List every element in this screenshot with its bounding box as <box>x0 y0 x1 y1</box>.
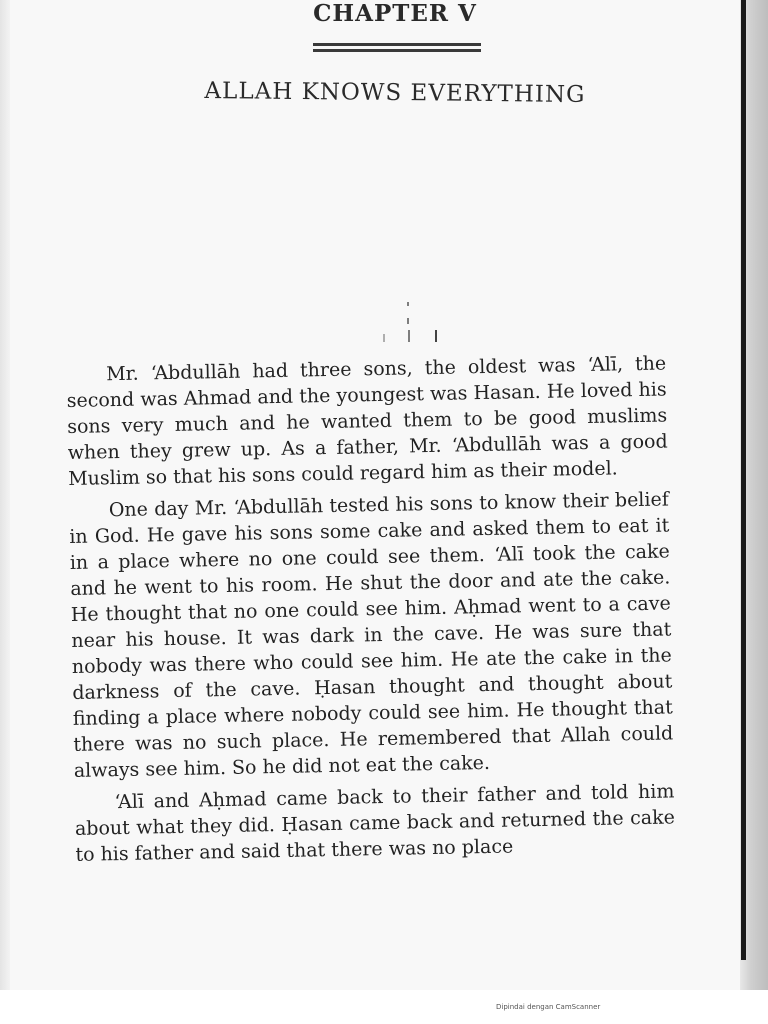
divider-ornament <box>380 300 450 350</box>
story-body <box>66 350 676 873</box>
chapter-title: ALLAH KNOWS EVERYTHING <box>204 78 586 108</box>
scan-bottom-margin <box>0 990 768 1024</box>
paragraph-1: Mr. ‘Abdullāh had three sons, the oldest was ‘Alī, the second was Ahmad and the youngest was Hasan. He loved his sons very much and he wanted them to be good muslims when they grew up. As a father, Mr. ‘Abdullāh was a good Muslim so that his sons could regard him as their model. <box>66 352 668 490</box>
scanner-watermark: Dipindai dengan CamScanner <box>496 1003 601 1011</box>
page-binding-shadow <box>741 0 746 960</box>
chapter-number: CHAPTER V <box>313 0 477 27</box>
chapter-rule-top <box>313 43 481 46</box>
chapter-rule-bottom <box>313 49 481 52</box>
page-left-edge <box>0 0 10 1024</box>
paragraph-2: One day Mr. ‘Abdullāh tested his sons to know their belief in God. He gave his sons some cake and asked them to eat it in a place where no one could see them. ‘Alī took the cake and he went to his room. He shut the door and ate the cake. He thought that no one could see him. Aḥmad went to a cave near his house. It was dark in the cave. He was sure that nobody was there who could see him. He ate the cake in the darkness of the cave. Ḥasan thought and thought about finding a place where nobody could see him. He thought that there was no such place. He remembered that Allah could always see him. So he did not eat the cake. <box>69 488 674 782</box>
paragraph-3: ‘Alī and Aḥmad came back to their father and told him about what they did. Ḥasan came back and returned the cake to his father and said that there was no place <box>74 780 676 866</box>
